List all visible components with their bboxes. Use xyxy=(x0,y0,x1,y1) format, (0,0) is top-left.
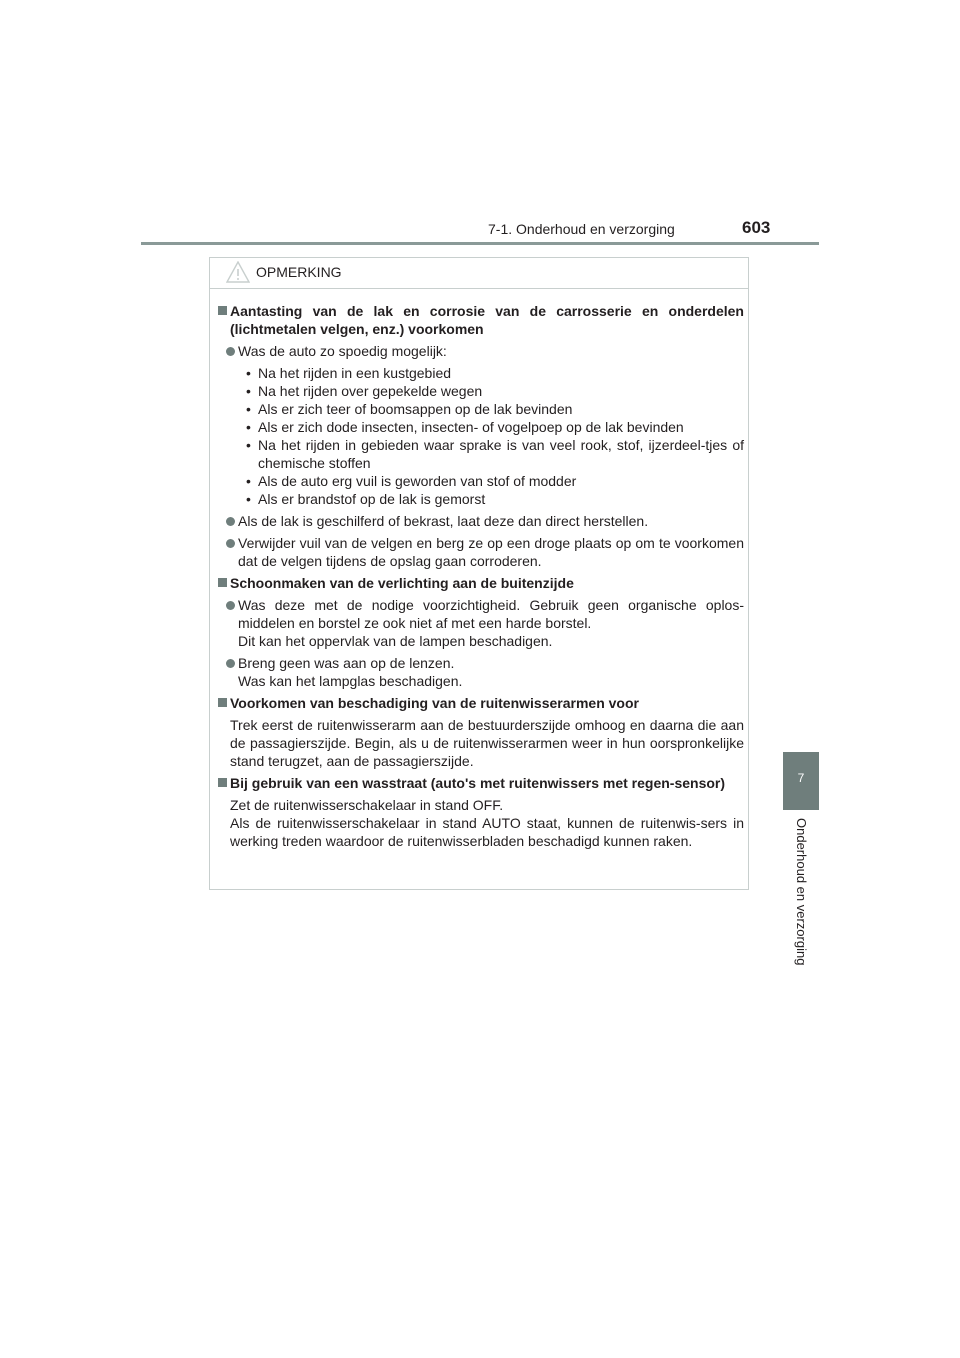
bullet-item: Breng geen was aan op de lenzen. Was kan het lampglas beschadigen. xyxy=(218,654,744,690)
section-paragraph: Zet de ruitenwisserschakelaar in stand OFF. Als de ruitenwisserschakelaar in stand AUTO staat, kunnen de ruitenwis-sers in werking treden waardoor de ruitenwisserbladen beschadigd kunnen raken. xyxy=(230,797,744,849)
round-bullet-icon xyxy=(226,539,235,548)
notice-box xyxy=(209,257,749,890)
section-header: 7-1. Onderhoud en verzorging xyxy=(488,221,675,237)
chapter-number: 7 xyxy=(797,771,805,785)
sub-list-item: • Als de auto erg vuil is geworden van stof of modder xyxy=(246,473,577,489)
section-heading: Aantasting van de lak en corrosie van de carrosserie en onderdelen (lichtmetalen velgen, enz.) voorkomen xyxy=(218,302,744,338)
bullet-item: Was de auto zo spoedig mogelijk: xyxy=(218,342,744,360)
section-heading: Voorkomen van beschadiging van de ruitenwisserarmen voor xyxy=(218,694,744,712)
square-bullet-icon xyxy=(218,578,227,587)
round-bullet-icon xyxy=(226,517,235,526)
page-number: 603 xyxy=(742,218,771,237)
warning-triangle-icon xyxy=(226,261,250,283)
bullet-item: Verwijder vuil van de velgen en berg ze op een droge plaats op om te voorkomen dat de velgen tijdens de opslag gaan corroderen. xyxy=(218,534,744,570)
sub-list-item: • Als er brandstof op de lak is gemorst xyxy=(246,491,486,507)
notice-header xyxy=(210,258,748,289)
round-bullet-icon xyxy=(226,659,235,668)
round-bullet-icon xyxy=(226,347,235,356)
round-bullet-icon xyxy=(226,601,235,610)
section-heading: Schoonmaken van de verlichting aan de buitenzijde xyxy=(218,574,744,592)
square-bullet-icon xyxy=(218,778,227,787)
sub-list-item: • Na het rijden in een kustgebied xyxy=(246,365,452,381)
square-bullet-icon xyxy=(218,306,227,315)
sub-list-item: • Na het rijden in gebieden waar sprake is van veel rook, stof, ijzerdeel-tjes of chemische stoffen xyxy=(246,437,744,471)
header-rule xyxy=(141,242,819,245)
sub-list-item: • Als er zich dode insecten, insecten- of vogelpoep op de lak bevinden xyxy=(246,419,684,435)
bullet-item: Was deze met de nodige voorzichtigheid. Gebruik geen organische oplos-middelen en borstel ze ook niet af met een harde borstel. Dit kan het oppervlak van de lampen beschadigen. xyxy=(218,596,744,650)
notice-title: OPMERKING xyxy=(256,264,342,280)
section-heading: Bij gebruik van een wasstraat (auto's met ruitenwissers met regen-sensor) xyxy=(218,774,744,792)
chapter-tab[interactable] xyxy=(783,752,819,810)
notice-body xyxy=(218,298,744,850)
chapter-label: Onderhoud en verzorging xyxy=(794,818,809,966)
bullet-item: Als de lak is geschilferd of bekrast, laat deze dan direct herstellen. xyxy=(218,512,744,530)
sub-list-item: • Na het rijden over gepekelde wegen xyxy=(246,383,483,399)
sub-list-item: • Als er zich teer of boomsappen op de lak bevinden xyxy=(246,401,573,417)
section-paragraph: Trek eerst de ruitenwisserarm aan de bestuurderszijde omhoog en daarna die aan de passagierszijde. Begin, als u de ruitenwisserarmen weer in hun oorspronkelijke stand terugzet, aan de passagierszijde. xyxy=(230,717,744,769)
sub-list xyxy=(218,364,744,508)
square-bullet-icon xyxy=(218,698,227,707)
